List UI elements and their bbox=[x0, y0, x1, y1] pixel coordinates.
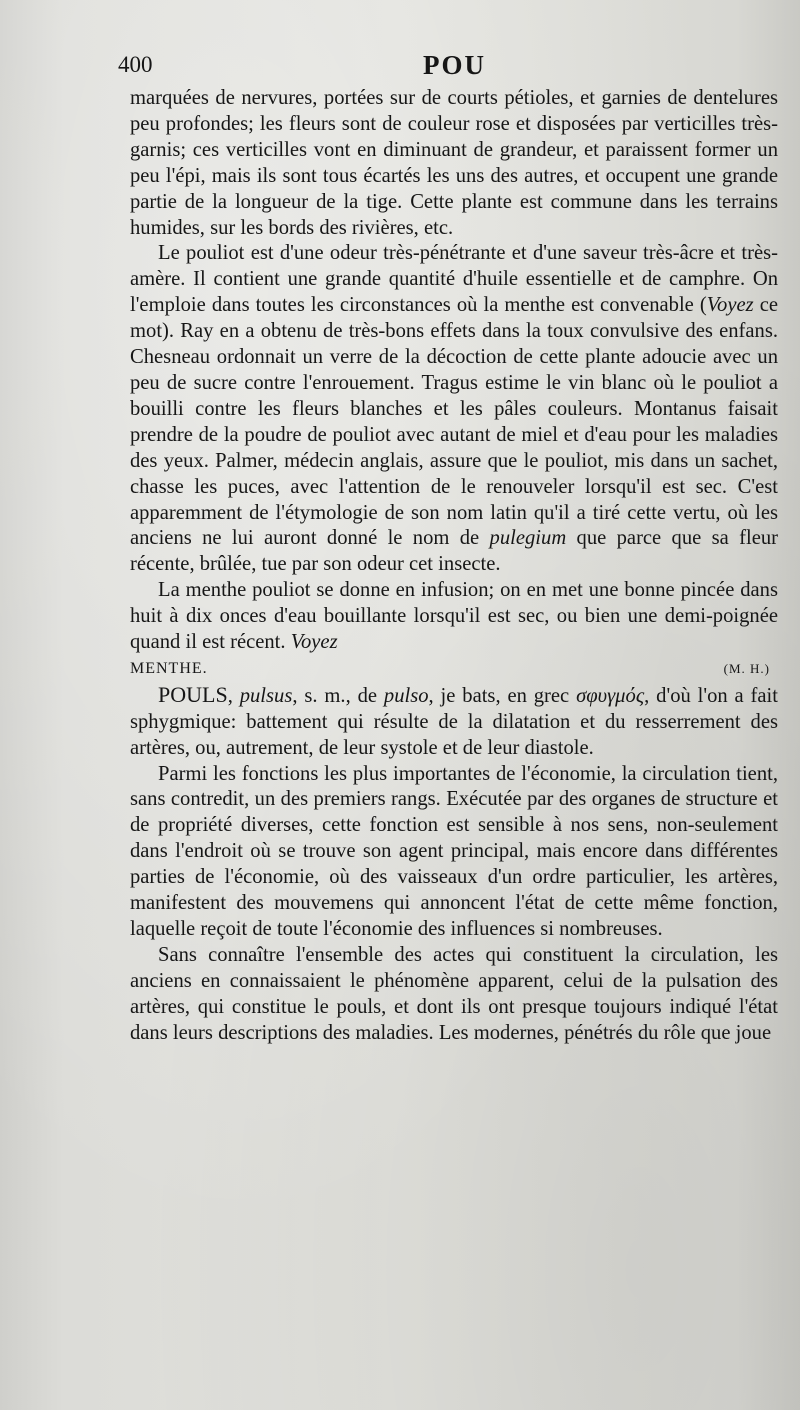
entry-headword: POULS bbox=[158, 681, 228, 707]
latin-term: pulso bbox=[383, 684, 429, 707]
paragraph-plant-description: marquées de nervures, portées sur de courts pétioles, et garnies de dentelures peu profondes; les fleurs sont de couleur rose et disposées par verticilles très-garnis; ces verticilles vont en diminuant de grandeur, et paraissent former un peu l'épi, mais ils sont tous écartés les uns des autres, et occupent une grande partie de la longueur de la tige. Cette plante est commune dans les terrains humides, sur les bords des rivières, etc. bbox=[130, 87, 778, 239]
body-text bbox=[130, 86, 778, 1047]
greek-term: σφυγμός bbox=[576, 684, 645, 707]
paragraph-pouliot-properties bbox=[130, 241, 778, 578]
page-header bbox=[118, 52, 768, 88]
latin-term: pulegium bbox=[489, 527, 567, 550]
latin-term: pulsus bbox=[239, 684, 293, 707]
paragraph-text: ce mot). Ray en a obtenu de très-bons effets dans la toux convulsive des enfans. Chesneau ordonnait un verre de la décoction de cette plante adoucie avec un peu de sucre contre l'enrouement. Tragus estime le vin blanc où le pouliot a bouilli contre les fleurs blanches et les pâles couleurs. Montanus faisait prendre de la poudre de pouliot avec autant de miel et d'eau pour les maladies des yeux. Palmer, médecin anglais, assure que le pouliot, mis dans un sachet, chasse les puces, avec l'attention de le renouveler lorsqu'il est sec. C'est apparemment de l'étymologie de son nom latin qu'il a tiré cette vertu, où les anciens ne lui auront donné le nom de bbox=[130, 294, 778, 550]
paragraph-text: La menthe pouliot se donne en infusion; on en met une bonne pincée dans huit à dix onces d'eau bouillante lorsqu'il est sec, ou bien une demi-poignée quand il est récent. bbox=[130, 579, 778, 654]
paragraph-pouls-definition: POULS, pulsus, s. m., de pulso, je bats, en grec σφυγμός, d'où l'on a fait sphygmique: battement qui résulte de la dilatation et du resserrement des artères, ou, autrement, de leur systole et de leur diastole. bbox=[130, 681, 778, 759]
page-number: 400 bbox=[118, 52, 153, 77]
entry-signature bbox=[130, 656, 778, 682]
paragraph-circulation: Parmi les fonctions les plus importantes de l'économie, la circulation tient, sans contredit, un des premiers rangs. Exécutée par des organes de structure et de propriété diverses, cette fonction est sensible à nos sens, non-seulement dans l'endroit où se trouve son agent principal, mais encore dans différentes parties de l'économie, où des vaisseaux d'un ordre particulier, les artères, manifestent des mouvemens qui annoncent l'état de cette même fonction, laquelle reçoit de toute l'économie des influences si nombreuses. bbox=[130, 762, 778, 940]
paragraph-text: , s. m., de bbox=[292, 684, 384, 707]
see-reference: Voyez bbox=[290, 631, 338, 654]
see-reference: Voyez bbox=[706, 294, 754, 317]
running-head: POU bbox=[423, 50, 486, 80]
paragraph-infusion bbox=[130, 578, 778, 656]
paragraph-text: Le pouliot est d'une odeur très-pénétrante et d'une saveur très-âcre et très-amère. Il contient une grande quantité d'huile essentielle et de camphre. On l'emploie dans toutes les circonstances où la menthe est convenable ( bbox=[130, 242, 778, 317]
paragraph-ancients: Sans connaître l'ensemble des actes qui constituent la circulation, les anciens en connaissaient le phénomène apparent, celui de la pulsation des artères, qui constitue le pouls, et dont ils ont presque toujours indiqué l'état dans leurs descriptions des maladies. Les modernes, pénétrés du rôle que joue bbox=[130, 943, 778, 1044]
paragraph-text: que parce que sa fleur récente, brûlée, tue par son odeur cet insecte. bbox=[130, 527, 778, 576]
author-initials: (M. H.) bbox=[723, 660, 770, 676]
paragraph-text: , d'où l'on a fait sphygmique: battement qui résulte de la dilatation et du resserrement des artères, ou, autrement, de leur systole et de leur diastole. bbox=[130, 684, 778, 759]
cross-reference: MENTHE. bbox=[130, 659, 208, 677]
paragraph-text: , je bats, en grec bbox=[428, 684, 577, 707]
